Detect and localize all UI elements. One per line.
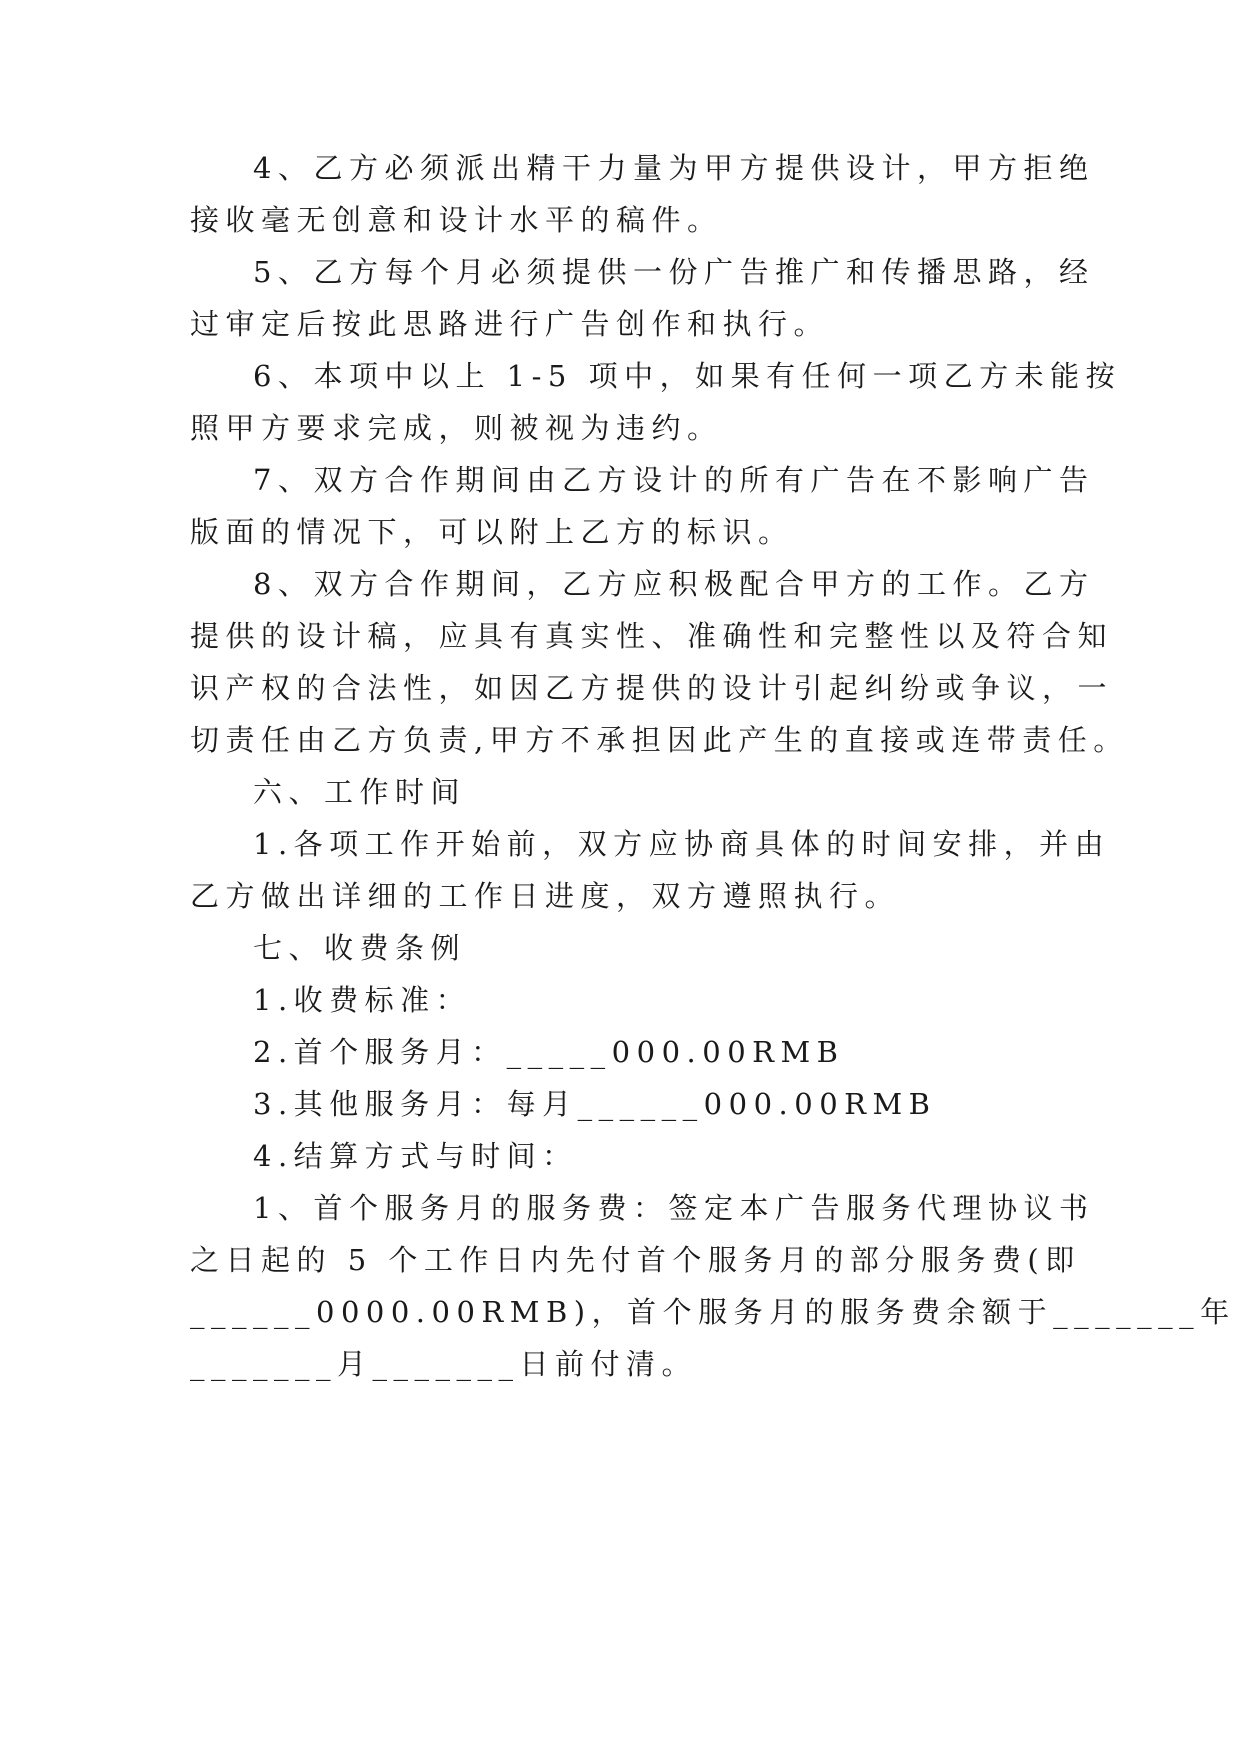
- settlement-item-1-line-3: ______0000.00RMB)，首个服务月的服务费余额于_______年: [190, 1295, 1236, 1329]
- clause-8-line-1: 8、双方合作期间，乙方应积极配合甲方的工作。乙方: [253, 567, 1095, 601]
- clause-4-line-1: 4、乙方必须派出精干力量为甲方提供设计，甲方拒绝: [253, 151, 1095, 185]
- settlement-method: 4.结算方式与时间：: [253, 1139, 578, 1173]
- clause-8-line-2: 提供的设计稿，应具有真实性、准确性和完整性以及符合知: [190, 619, 1114, 653]
- clause-4-line-2: 接收毫无创意和设计水平的稿件。: [190, 203, 723, 237]
- settlement-item-1-line-1: 1、首个服务月的服务费：签定本广告服务代理协议书: [253, 1191, 1095, 1225]
- first-service-month-fee: 2.首个服务月：_____000.00RMB: [253, 1035, 845, 1069]
- clause-5-line-2: 过审定后按此思路进行广告创作和执行。: [190, 307, 830, 341]
- clause-8-line-3: 识产权的合法性，如因乙方提供的设计引起纠纷或争议，一: [190, 671, 1114, 705]
- clause-5-line-1: 5、乙方每个月必须提供一份广告推广和传播思路，经: [253, 255, 1095, 289]
- work-time-item-1-line-1: 1.各项工作开始前，双方应协商具体的时间安排，并由: [253, 827, 1111, 861]
- clause-6-line-1: 6、本项中以上 1-5 项中，如果有任何一项乙方未能按: [253, 359, 1122, 393]
- other-service-month-fee: 3.其他服务月：每月______000.00RMB: [253, 1087, 937, 1121]
- settlement-item-1-line-4: _______月_______日前付清。: [190, 1347, 698, 1381]
- work-time-item-1-line-2: 乙方做出详细的工作日进度，双方遵照执行。: [190, 879, 901, 913]
- section-7-heading: 七、收费条例: [253, 931, 467, 965]
- settlement-item-1-line-2: 之日起的 5 个工作日内先付首个服务月的部分服务费(即: [190, 1243, 1081, 1277]
- fee-standard: 1.收费标准：: [253, 983, 472, 1017]
- clause-6-line-2: 照甲方要求完成，则被视为违约。: [190, 411, 723, 445]
- section-6-heading: 六、工作时间: [253, 775, 467, 809]
- clause-7-line-2: 版面的情况下，可以附上乙方的标识。: [190, 515, 794, 549]
- clause-7-line-1: 7、双方合作期间由乙方设计的所有广告在不影响广告: [253, 463, 1095, 497]
- clause-8-line-4: 切责任由乙方负责,甲方不承担因此产生的直接或连带责任。: [190, 723, 1129, 757]
